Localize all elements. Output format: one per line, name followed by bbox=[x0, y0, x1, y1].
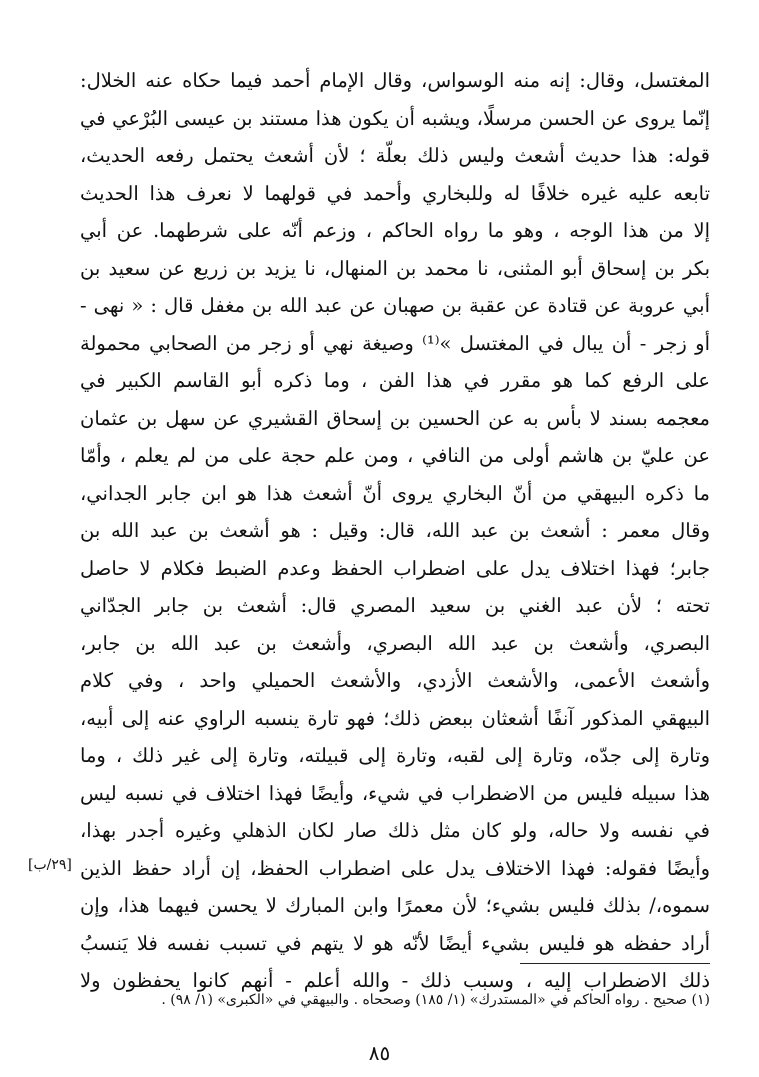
text-line: سموه،/ بذلك فليس بشيء؛ لأن معمرًا وابن المبارك لا يحسن فيهما هذا، وإن bbox=[80, 894, 710, 917]
text-line: وتارة إلى جدّه، وتارة إلى لقبه، وتارة إلى قبيلته، وتارة إلى غير ذلك ، وما bbox=[80, 744, 710, 767]
text-line: أو زجر - أن يبال في المغتسل »⁽¹⁾ وصيغة نهي أو زجر من الصحابي محمولة bbox=[80, 331, 710, 355]
text-line: معجمه بسند لا بأس به عن الحسين بن إسحاق القشيري عن سهل بن عثمان bbox=[80, 406, 710, 430]
text-line: إنّما يروى عن الحسن مرسلًا، ويشبه أن يكون هذا مستند بن عيسى البُرْعي في bbox=[80, 106, 710, 130]
text-line: على الرفع كما هو مقرر في هذا الفن ، وما ذكره أبو القاسم الكبير في bbox=[80, 369, 710, 392]
text-line: وأيضًا فقوله: فهذا الاختلاف يدل على اضطراب الحفظ، إن أراد حفظ الذين bbox=[80, 856, 710, 880]
footnote: (١) صحيح . رواه الحاكم في «المستدرك» (١/ ١٨٥) وصححاه . والبيهقي في «الكبرى» (١/ ٩٨) . bbox=[161, 992, 710, 1008]
text-line: تابعه عليه غيره خلافًا له وللبخاري وأحمد في قولهما لا نعرف هذا الحديث bbox=[80, 181, 710, 205]
text-line: هذا سبيله فليس من الاضطراب في شيء، وأيضًا فهذا اختلاف في نسبه ليس bbox=[80, 781, 710, 805]
text-line: المغتسل، وقال: إنه منه الوسواس، وقال الإمام أحمد فيما حكاه عنه الخلال: bbox=[80, 69, 710, 92]
text-line: في نفسه ولا حاله، ولو كان مثل ذلك صار لكان الذهلي وغيره أجدر بهذا، bbox=[80, 819, 710, 842]
text-line: أبي عروبة عن قتادة عن عقبة بن صهبان عن عبد الله بن مغفل قال : « نهى - bbox=[80, 294, 710, 317]
text-line: ذلك الاضطراب إليه ، وسبب ذلك - والله أعلم - أنهم كانوا يحفظون ولا bbox=[80, 969, 710, 992]
text-line: بكر بن إسحاق أبو المثنى، نا محمد بن المنهال، نا يزيد بن زريع عن سعيد بن bbox=[80, 256, 710, 280]
text-line: عن عليّ بن هاشم أولى من النافي ، ومن علم حجة على من لم يعلم ، وأمّا bbox=[80, 444, 710, 467]
text-line: إلا من هذا الوجه ، وهو ما رواه الحاكم ، وزعم أنّه على شرطهما. عن أبي bbox=[80, 219, 710, 242]
text-line: ما ذكره البيهقي من أنّ البخاري يروى أنّ أشعث هذا هو ابن جابر الجداني، bbox=[80, 481, 710, 505]
text-line: البصري، وأشعث بن عبد الله البصري، وأشعث بن عبد الله بن جابر، bbox=[80, 631, 710, 655]
manuscript-folio-marker: [٢٩/ب] bbox=[28, 857, 72, 873]
text-line: أراد حفظه هو فليس بشيء أيضًا لأنّه هو لا يتهم في تسبب نفسه فلا يَنسبُ bbox=[80, 931, 710, 955]
text-line: تحته ؛ لأن عبد الغني بن سعيد المصري قال: أشعث بن جابر الجدّاني bbox=[80, 594, 710, 617]
text-line: وأشعث الأعمى، والأشعث الأزدي، والأشعث الحميلي واحد ، وفي كلام bbox=[80, 669, 710, 692]
text-line: وقال معمر : أشعث بن عبد الله، قال: وقيل : هو أشعث بن عبد الله بن bbox=[80, 519, 710, 542]
text-line: البيهقي المذكور آنفًا أشعثان ببعض ذلك؛ فهو تارة ينسبه الراوي عنه إلى أبيه، bbox=[80, 706, 710, 730]
page-number: ٨٥ bbox=[368, 1041, 391, 1065]
main-text-block bbox=[80, 62, 710, 1000]
text-line: جابر؛ فهذا اختلاف يدل على اضطراب الحفظ وعدم الضبط فكلام لا حاصل bbox=[80, 556, 710, 580]
text-line: قوله: هذا حديث أشعث وليس ذلك بعلّة ؛ لأن أشعث يحتمل رفعه الحديث، bbox=[80, 144, 710, 167]
footnote-divider bbox=[520, 963, 710, 964]
